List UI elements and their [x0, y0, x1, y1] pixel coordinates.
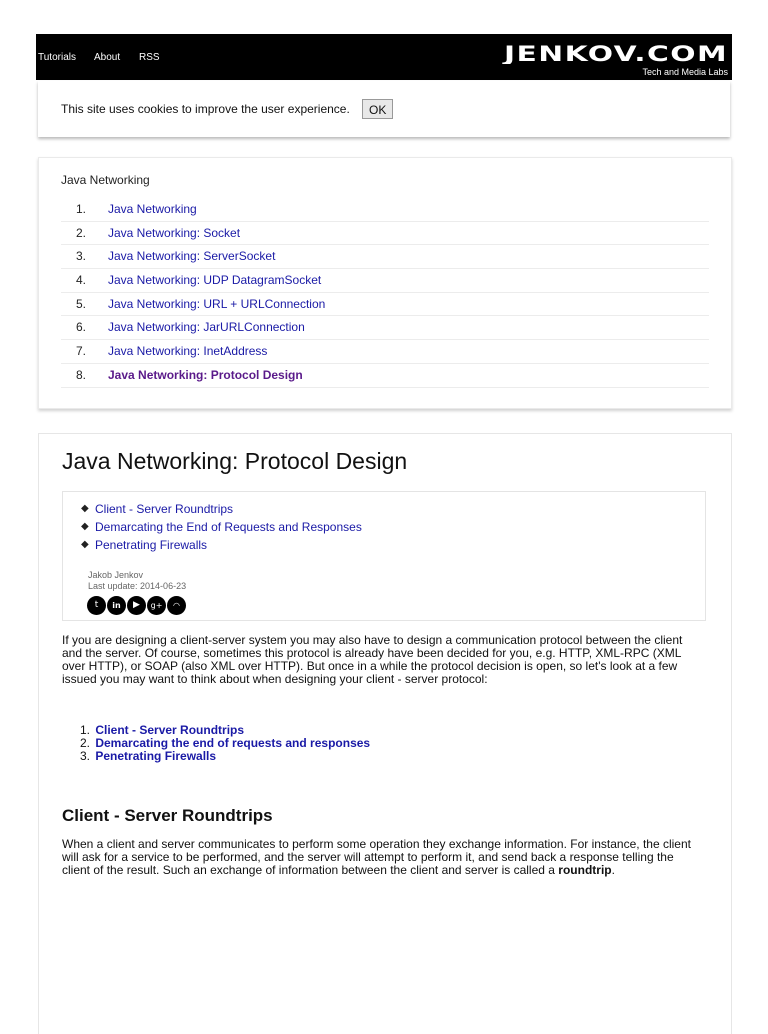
- trail-item-number: 7.: [76, 344, 87, 359]
- trail-item: [61, 316, 709, 340]
- trail-item-number: 1.: [76, 202, 87, 216]
- trail-item-active: [61, 364, 709, 388]
- trail-item-number: 6.: [76, 320, 87, 335]
- trail-item-number: 4.: [76, 273, 87, 288]
- trail-item: [61, 198, 709, 222]
- trail-item-number: 2.: [76, 225, 87, 240]
- nav-link-rss[interactable]: RSS: [139, 52, 160, 63]
- trail-item: [61, 293, 709, 317]
- trail-link-jarurlconnection[interactable]: Java Networking: JarURLConnection: [108, 320, 305, 335]
- toc-list: [63, 501, 362, 555]
- trail-link-socket[interactable]: Java Networking: Socket: [108, 225, 241, 240]
- trail-link-url-urlconnection[interactable]: Java Networking: URL + URLConnection: [108, 296, 326, 311]
- twitter-icon[interactable]: t: [87, 596, 106, 615]
- toc-item: [63, 501, 362, 519]
- toc-link-firewalls[interactable]: Penetrating Firewalls: [95, 538, 208, 552]
- toc-item: [63, 537, 362, 555]
- trail-item-number: 5.: [76, 296, 87, 311]
- bullet-icon: ◆: [81, 521, 89, 532]
- section-paragraph: [62, 838, 702, 877]
- topic-link-roundtrips[interactable]: Client - Server Roundtrips: [95, 723, 245, 737]
- youtube-icon[interactable]: ▶: [127, 596, 146, 615]
- toc-link-roundtrips[interactable]: Client - Server Roundtrips: [95, 502, 234, 516]
- trail-list: [61, 198, 709, 388]
- linkedin-icon[interactable]: in: [107, 596, 126, 615]
- section-heading: Client - Server Roundtrips: [62, 806, 273, 825]
- trail-title: Java Networking: [61, 173, 150, 187]
- trail-item: [61, 340, 709, 364]
- toc-item: [63, 519, 362, 537]
- author-info: [88, 570, 186, 592]
- trail-link-inetaddress[interactable]: Java Networking: InetAddress: [108, 344, 268, 359]
- trail-link-protocol-design[interactable]: Java Networking: Protocol Design: [108, 367, 303, 382]
- logo-subtitle: Tech and Media Labs: [642, 67, 728, 77]
- topic-link-firewalls[interactable]: Penetrating Firewalls: [95, 749, 217, 763]
- last-update: Last update: 2014-06-23: [88, 581, 187, 591]
- cookie-message: This site uses cookies to improve the user experience.: [61, 102, 350, 116]
- trail-navigation: [38, 157, 732, 409]
- nav-link-about[interactable]: About: [94, 52, 121, 63]
- top-bar: [36, 34, 732, 80]
- intro-paragraph: If you are designing a client-server system you may also have to design a communication protocol between the client and the server. Of course, sometimes this protocol is already have been decided for you, e.g. HTTP, XML-RPC (XML over HTTP), or SOAP (also XML over HTTP). But once in a while the protocol decision is open, so let's look at a few issued you may want to think about when designing your client - server protocol:: [62, 633, 683, 686]
- topic-number: 1.: [79, 723, 90, 737]
- nav-link-tutorials[interactable]: Tutorials: [38, 52, 76, 63]
- logo-text: JENKOV.COM: [501, 44, 728, 64]
- trail-link-udp-datagramsocket[interactable]: Java Networking: UDP DatagramSocket: [108, 273, 322, 288]
- trail-link-serversocket[interactable]: Java Networking: ServerSocket: [108, 249, 276, 264]
- cookie-banner: [38, 81, 730, 137]
- author-name: Jakob Jenkov: [88, 570, 144, 580]
- toc-link-demarcating[interactable]: Demarcating the End of Requests and Responses: [95, 520, 362, 534]
- trail-link-java-networking[interactable]: Java Networking: [108, 202, 197, 216]
- social-links: [87, 596, 187, 615]
- topic-link-demarcating[interactable]: Demarcating the end of requests and responses: [95, 736, 371, 750]
- article-content: [38, 433, 732, 1034]
- topic-list: [62, 724, 370, 763]
- bullet-icon: ◆: [81, 503, 89, 514]
- logo-wordmark: [500, 44, 728, 64]
- trail-item: [61, 245, 709, 269]
- trail-item: [61, 269, 709, 293]
- topic-number: 2.: [79, 736, 90, 750]
- section-text-bold: roundtrip: [558, 863, 612, 877]
- section-text: When a client and server communicates to perform some operation they exchange information. For instance, the client will ask for a service to be performed, and the server will attempt to perform it, and send back a response telling the client of the result. Such an exchange of information between the client and server is called a: [62, 837, 691, 877]
- section-text-end: .: [611, 863, 615, 877]
- trail-item-number: 8.: [76, 367, 87, 382]
- google-plus-icon[interactable]: g+: [147, 596, 166, 615]
- topic-number: 3.: [79, 749, 90, 763]
- table-of-contents: [62, 491, 706, 621]
- cookie-ok-button[interactable]: OK: [362, 99, 393, 119]
- topic-item: [62, 750, 370, 763]
- bullet-icon: ◆: [81, 539, 89, 550]
- page-title: Java Networking: Protocol Design: [62, 448, 408, 474]
- trail-item-number: 3.: [76, 249, 87, 264]
- rss-icon[interactable]: ◠: [167, 596, 186, 615]
- trail-item: [61, 222, 709, 246]
